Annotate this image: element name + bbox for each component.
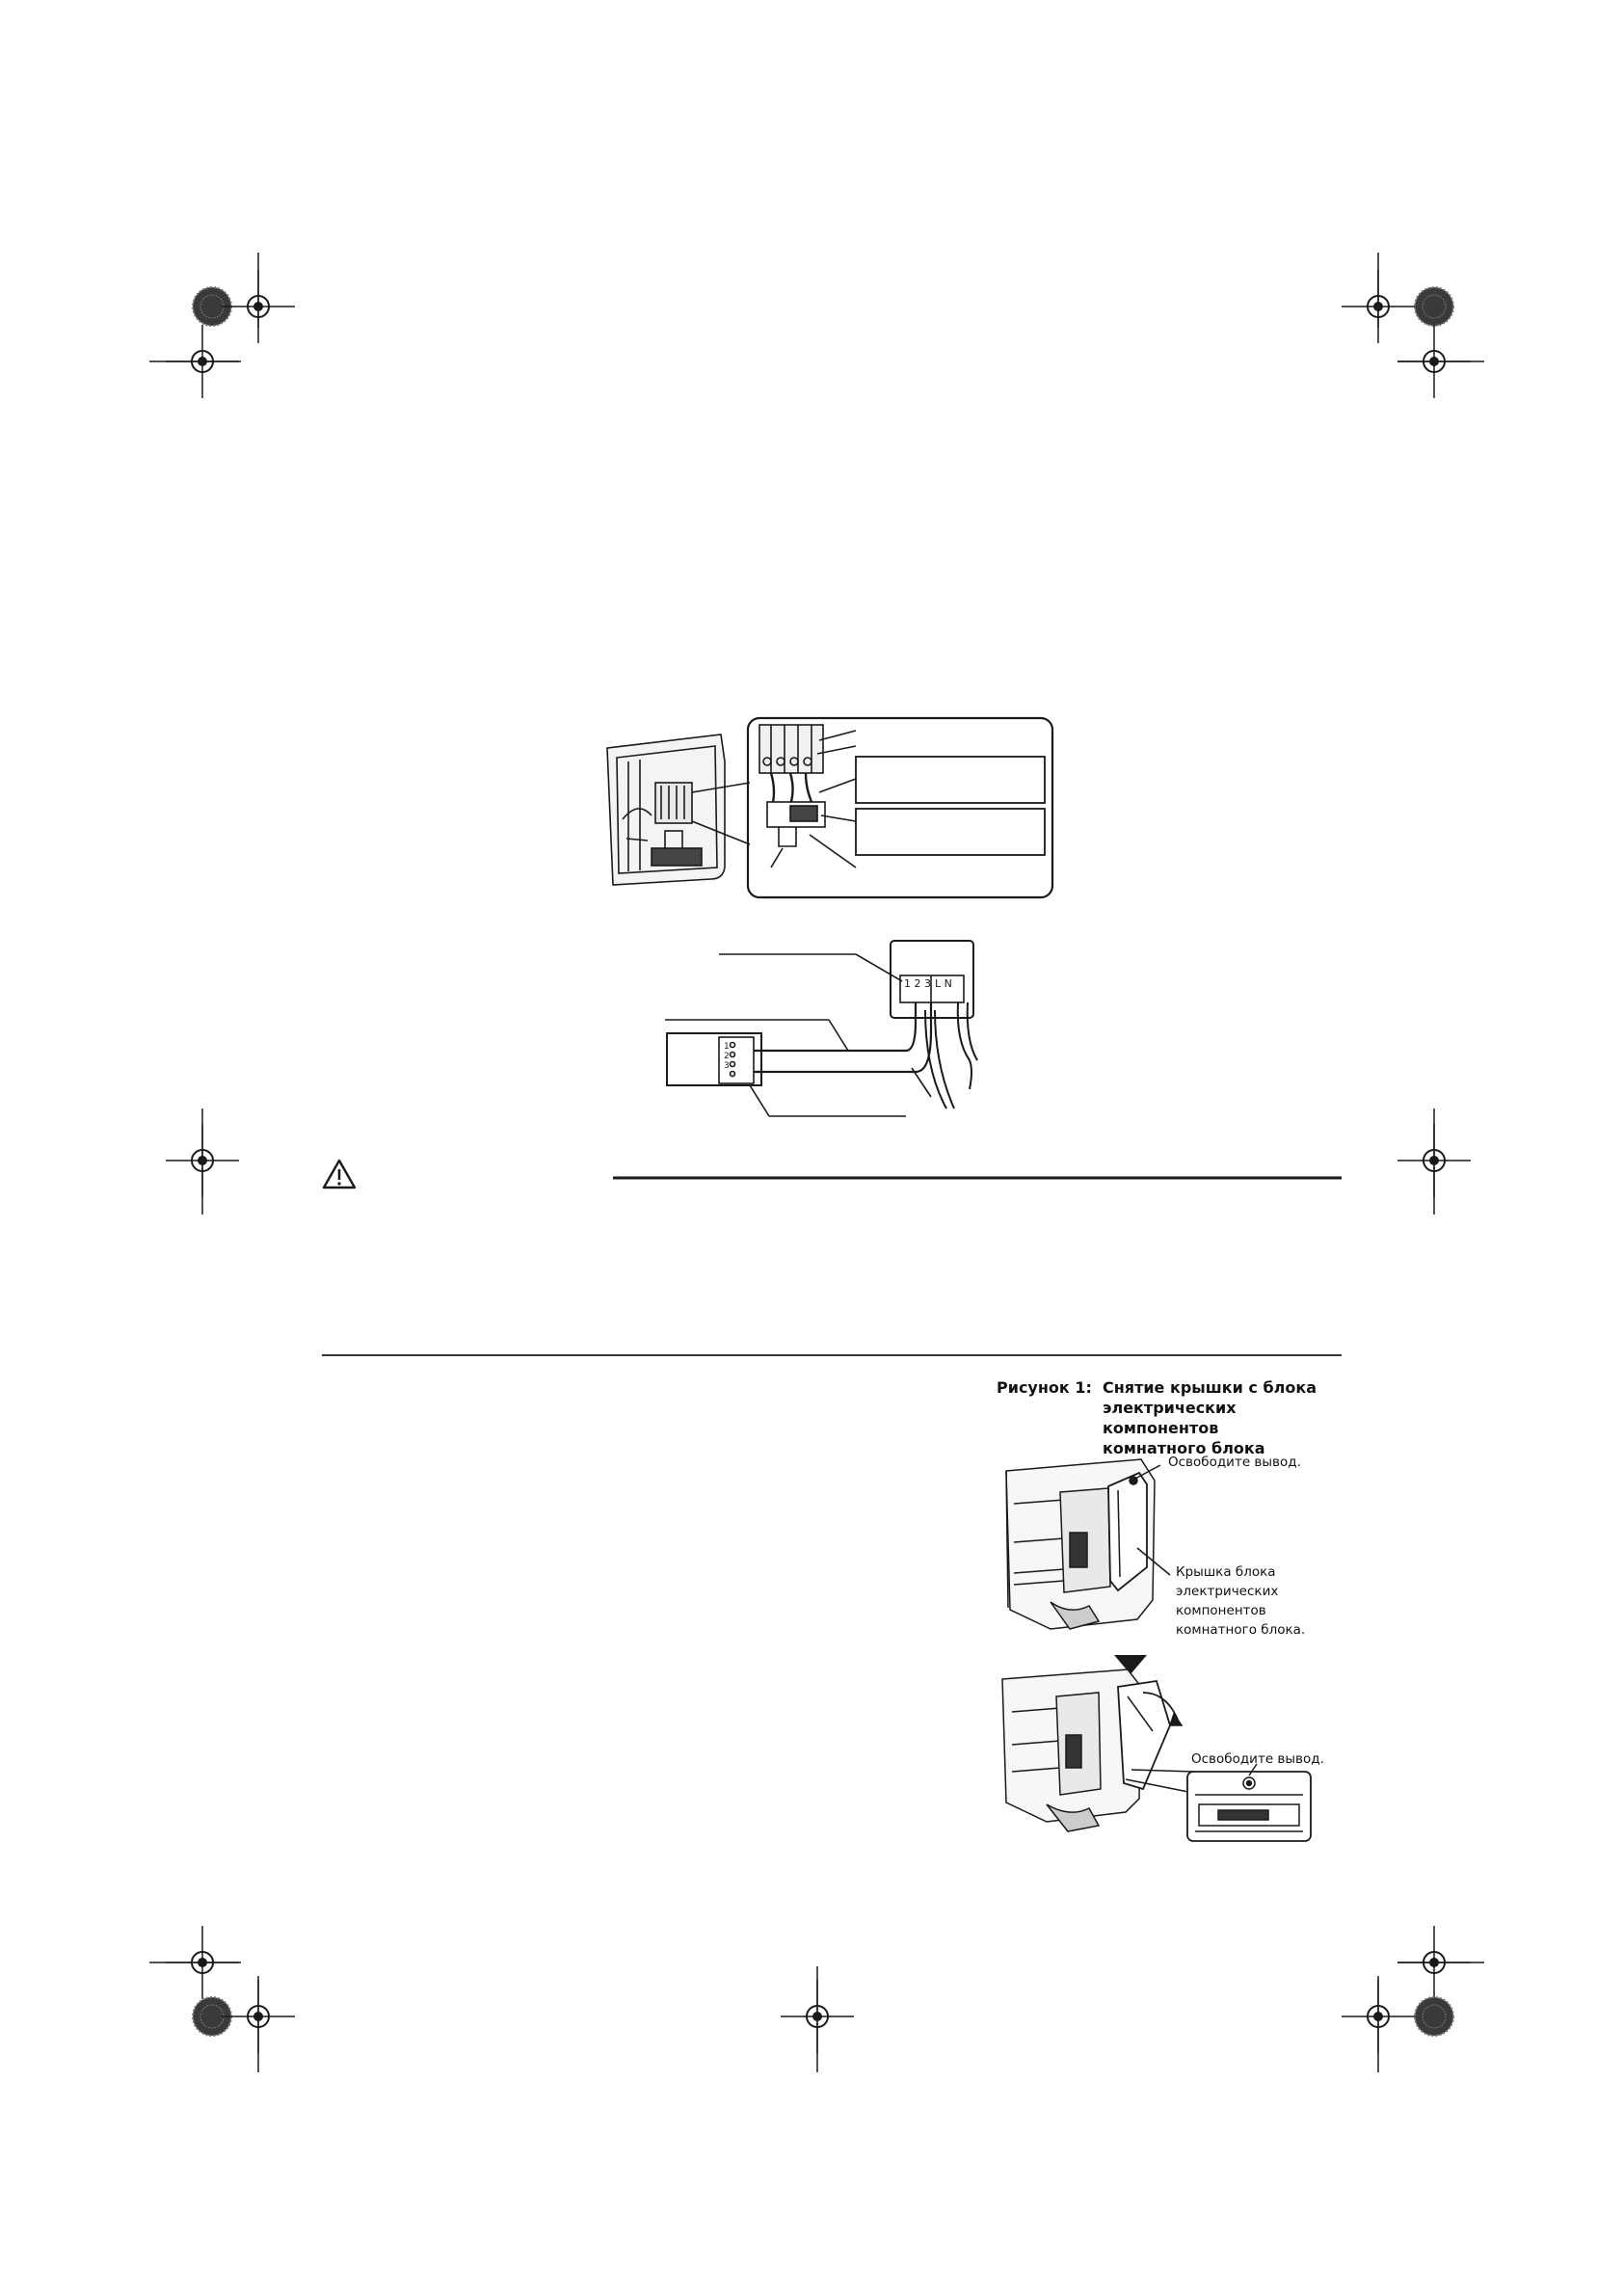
remote-terminal-1: 1 — [724, 1042, 730, 1052]
release-terminal-label-bottom: Освободите вывод. — [1191, 1751, 1324, 1767]
remote-terminal-3: 3 — [724, 1061, 730, 1071]
remote-terminal-2: 2 — [724, 1052, 730, 1061]
outdoor-terminal-labels: L N — [935, 977, 952, 990]
indoor-terminal-labels: 1 2 3 — [904, 977, 931, 990]
cover-label-line-4: комнатного блока. — [1176, 1622, 1306, 1638]
figure-title-line-3: комнатного блока — [1103, 1439, 1265, 1457]
release-terminal-label-top: Освободите вывод. — [1168, 1455, 1301, 1470]
cover-label-line-2: электрических — [1176, 1584, 1279, 1599]
figure-title-line-2: электрических компонентов — [1103, 1399, 1237, 1437]
cover-label-line-1: Крышка блока — [1176, 1564, 1276, 1580]
figure-title-line-1: Снятие крышки с блока — [1103, 1378, 1317, 1397]
cover-label-line-3: компонентов — [1176, 1603, 1266, 1618]
figure-number: Рисунок 1: — [997, 1378, 1092, 1397]
